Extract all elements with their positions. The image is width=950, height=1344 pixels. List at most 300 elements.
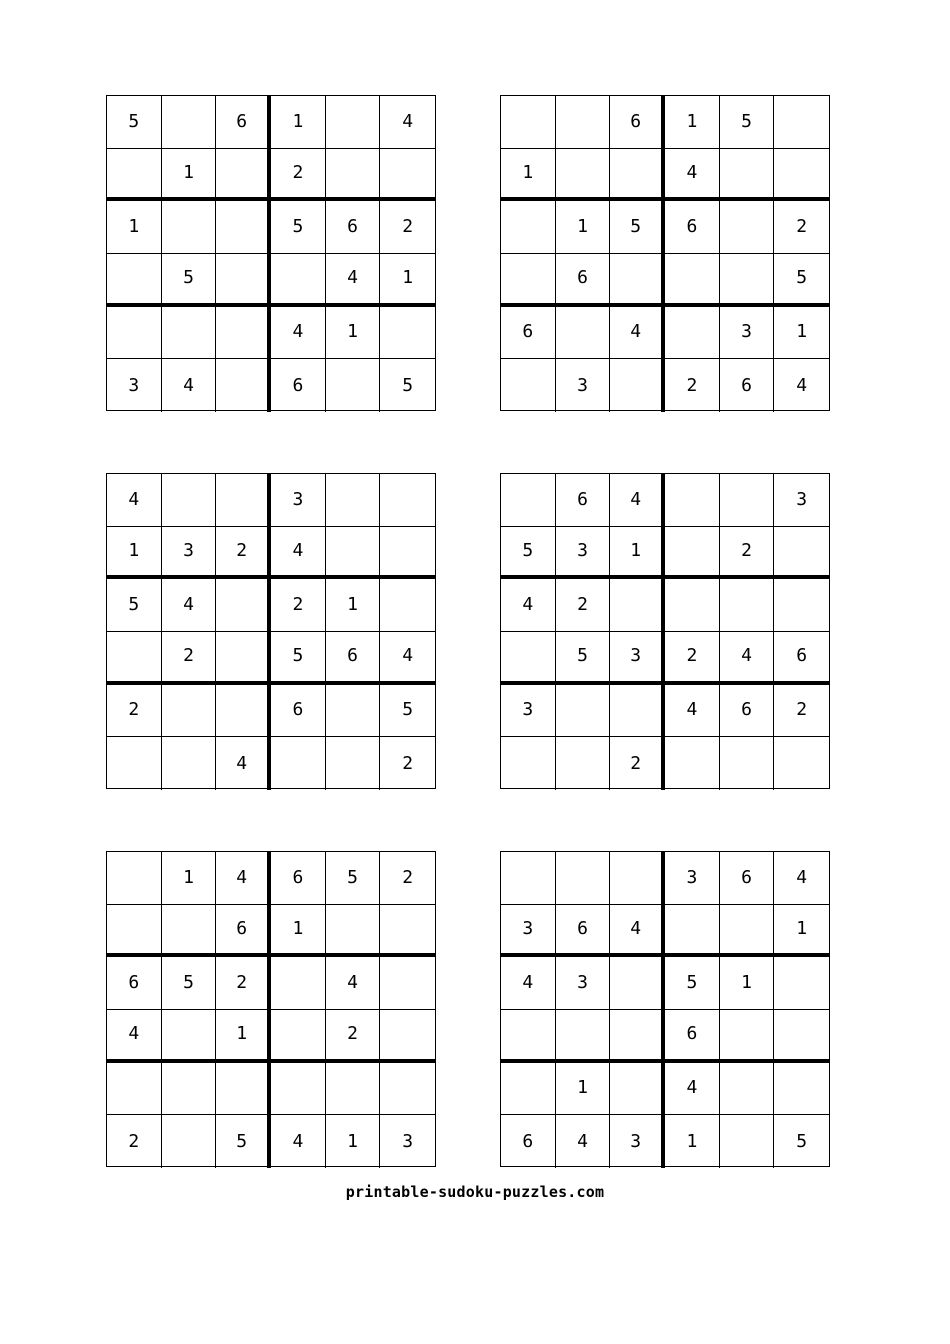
grid-cell [380,359,435,412]
cell-digit: 5 [741,110,752,132]
grid-cell [326,1115,381,1168]
cell-digit: 6 [741,374,752,396]
grid-cell [271,307,326,360]
cell-digit: 1 [236,1023,248,1045]
grid-row [501,149,829,202]
grid-cell [720,254,775,307]
grid-cell [774,852,829,905]
cell-digit: 1 [630,539,642,561]
grid-cell [380,527,435,580]
sudoku-grid-3 [106,473,436,789]
grid-cell [162,474,217,527]
grid-row [107,307,435,360]
grid-row [501,254,829,307]
cell-digit: 5 [796,267,808,289]
grid-cell [556,579,611,632]
grid-cell [501,254,556,307]
grid-cell [665,1115,720,1168]
cell-digit: 6 [292,374,304,396]
cell-digit: 6 [686,1023,698,1045]
cell-digit: 1 [347,1130,358,1152]
sudoku-grid-1 [106,95,436,411]
cell-digit: 1 [402,267,414,289]
grid-cell [720,96,775,149]
grid-cell [107,527,162,580]
grid-cell [216,632,271,685]
cell-digit: 2 [796,216,808,238]
grid-cell [774,149,829,202]
cell-digit: 3 [577,972,588,994]
sudoku-grid-6 [500,851,830,1167]
cell-digit: 4 [741,645,752,667]
cell-digit: 5 [128,594,140,616]
grid-cell [380,737,435,790]
grid-cell [107,1010,162,1063]
grid-cell [610,905,665,958]
grid-cell [720,149,775,202]
grid-cell [107,1115,162,1168]
grid-cell [162,527,217,580]
cell-digit: 1 [128,539,140,561]
grid-cell [271,1063,326,1116]
cell-digit: 4 [796,866,808,888]
grid-cell [720,957,775,1010]
grid-cell [216,852,271,905]
grid-cell [216,201,271,254]
cell-digit: 1 [577,216,588,238]
cell-digit: 5 [796,1130,808,1152]
grid-cell [610,96,665,149]
cell-digit: 3 [630,645,642,667]
grid-cell [271,254,326,307]
grid-cell [162,579,217,632]
grid-cell [326,201,381,254]
cell-digit: 4 [292,539,304,561]
grid-row [501,1063,829,1116]
cell-digit: 4 [128,1023,140,1045]
cell-digit: 2 [577,594,588,616]
grid-cell [107,149,162,202]
grid-cell [271,957,326,1010]
grid-cell [665,905,720,958]
grid-cell [720,1063,775,1116]
cell-digit: 4 [347,267,358,289]
grid-cell [380,1115,435,1168]
grid-cell [271,527,326,580]
grid-cell [380,96,435,149]
grid-cell [610,852,665,905]
cell-digit: 6 [522,1130,534,1152]
grid-row [501,852,829,905]
grid-cell [107,307,162,360]
cell-digit: 1 [183,161,194,183]
cell-digit: 4 [402,110,414,132]
grid-row [501,527,829,580]
cell-digit: 1 [347,594,358,616]
grid-row [107,474,435,527]
cell-digit: 3 [128,374,140,396]
grid-cell [271,685,326,738]
grid-cell [501,905,556,958]
cell-digit: 3 [686,866,698,888]
grid-cell [665,852,720,905]
grid-cell [501,307,556,360]
grid-cell [556,307,611,360]
cell-digit: 4 [686,1077,698,1099]
cell-digit: 5 [577,645,588,667]
grid-cell [326,1063,381,1116]
grid-cell [774,474,829,527]
cell-digit: 2 [347,1023,358,1045]
grid-cell [380,852,435,905]
grid-cell [774,632,829,685]
grid-cell [610,685,665,738]
grid-cell [610,957,665,1010]
grid-cell [501,685,556,738]
grid-cell [216,359,271,412]
cell-digit: 4 [402,645,414,667]
grid-cell [162,96,217,149]
cell-digit: 6 [741,699,752,721]
grid-cell [720,579,775,632]
grid-row [501,474,829,527]
cell-digit: 3 [522,917,534,939]
grid-cell [271,852,326,905]
grid-row [107,852,435,905]
grid-cell [774,905,829,958]
cell-digit: 6 [577,917,588,939]
grid-row [107,96,435,149]
grid-cell [326,527,381,580]
grid-row [501,685,829,738]
grid-cell [774,254,829,307]
cell-digit: 3 [577,539,588,561]
grid-row [501,1115,829,1168]
grid-cell [380,1010,435,1063]
grid-cell [720,359,775,412]
grid-cell [665,527,720,580]
cell-digit: 3 [292,488,304,510]
grid-cell [380,905,435,958]
grid-cell [162,201,217,254]
grid-cell [162,1115,217,1168]
grid-cell [774,1063,829,1116]
grid-cell [610,201,665,254]
grid-row [107,527,435,580]
grid-cell [216,737,271,790]
cell-digit: 6 [236,110,248,132]
grid-cell [556,1063,611,1116]
grid-cell [774,201,829,254]
cell-digit: 4 [347,972,358,994]
grid-row [107,1010,435,1063]
grid-cell [501,852,556,905]
cell-digit: 6 [522,321,534,343]
grid-row [107,685,435,738]
grid-cell [610,737,665,790]
grid-cell [107,201,162,254]
cell-digit: 3 [577,374,588,396]
grid-cell [326,359,381,412]
grid-cell [501,474,556,527]
grid-cell [665,737,720,790]
cell-digit: 2 [796,699,808,721]
grid-cell [326,737,381,790]
sudoku-grid-5 [106,851,436,1167]
grid-cell [162,1063,217,1116]
grid-cell [326,685,381,738]
grid-cell [107,957,162,1010]
grid-cell [720,474,775,527]
grid-cell [271,905,326,958]
grid-cell [720,852,775,905]
grid-cell [162,685,217,738]
cell-digit: 1 [128,216,140,238]
grid-cell [326,474,381,527]
cell-digit: 2 [402,216,414,238]
cell-digit: 1 [577,1077,588,1099]
grid-row [107,579,435,632]
grid-cell [501,737,556,790]
grid-cell [216,685,271,738]
grid-cell [720,905,775,958]
grid-cell [107,737,162,790]
grid-cell [556,957,611,1010]
grid-cell [380,685,435,738]
cell-digit: 5 [183,972,194,994]
cell-digit: 6 [347,645,358,667]
cell-digit: 2 [630,752,642,774]
cell-digit: 4 [796,374,808,396]
cell-digit: 4 [522,972,534,994]
cell-digit: 5 [236,1130,248,1152]
grid-cell [774,1115,829,1168]
grid-row [501,307,829,360]
cell-digit: 3 [402,1130,414,1152]
grid-row [107,254,435,307]
cell-digit: 1 [347,321,358,343]
grid-cell [610,1063,665,1116]
cell-digit: 2 [686,645,698,667]
cell-digit: 5 [522,539,534,561]
grid-cell [162,957,217,1010]
grid-row [107,1115,435,1168]
grid-row [501,957,829,1010]
grid-cell [216,527,271,580]
grid-cell [107,905,162,958]
grid-cell [665,359,720,412]
cell-digit: 2 [128,1130,140,1152]
grid-cell [271,359,326,412]
cell-digit: 5 [128,110,140,132]
cell-digit: 3 [183,539,194,561]
grid-cell [774,957,829,1010]
grid-cell [380,149,435,202]
grid-row [501,1010,829,1063]
grid-cell [326,957,381,1010]
grid-cell [162,254,217,307]
cell-digit: 2 [292,594,304,616]
grid-cell [326,96,381,149]
grid-cell [380,307,435,360]
cell-digit: 1 [292,110,304,132]
grid-cell [774,307,829,360]
cell-digit: 4 [630,321,642,343]
grid-cell [380,201,435,254]
cell-digit: 4 [236,866,248,888]
grid-cell [720,201,775,254]
grid-cell [556,632,611,685]
grid-cell [271,1010,326,1063]
cell-digit: 4 [292,1130,304,1152]
grid-cell [774,685,829,738]
grid-cell [665,1063,720,1116]
grid-cell [556,96,611,149]
grid-cell [107,96,162,149]
grid-cell [556,1115,611,1168]
site-footer-text: printable-sudoku-puzzles.com [345,1183,605,1201]
grid-cell [216,1115,271,1168]
grid-cell [162,1010,217,1063]
cell-digit: 5 [292,216,304,238]
cell-digit: 5 [347,866,358,888]
grid-row [501,579,829,632]
sudoku-grid-2 [500,95,830,411]
grid-cell [107,359,162,412]
grid-cell [610,149,665,202]
grid-cell [162,737,217,790]
cell-digit: 1 [183,866,194,888]
grid-cell [720,632,775,685]
grid-cell [162,905,217,958]
cell-digit: 3 [522,699,534,721]
grid-row [501,905,829,958]
cell-digit: 6 [577,267,588,289]
grid-cell [720,737,775,790]
grid-cell [501,527,556,580]
cell-digit: 6 [630,110,642,132]
grid-cell [720,307,775,360]
grid-cell [380,474,435,527]
grid-row [107,1063,435,1116]
cell-digit: 2 [236,972,248,994]
grid-cell [216,254,271,307]
grid-row [107,957,435,1010]
grid-cell [326,632,381,685]
grid-cell [665,632,720,685]
grid-cell [216,905,271,958]
grid-row [501,96,829,149]
cell-digit: 1 [292,917,304,939]
grid-cell [720,1115,775,1168]
grid-cell [556,852,611,905]
grid-cell [610,579,665,632]
grid-cell [271,579,326,632]
cell-digit: 6 [292,866,304,888]
grid-cell [610,1010,665,1063]
grid-cell [665,254,720,307]
grid-cell [326,579,381,632]
grid-cell [556,201,611,254]
grid-cell [501,1010,556,1063]
grid-cell [162,307,217,360]
grid-cell [665,957,720,1010]
grid-cell [271,149,326,202]
cell-digit: 6 [128,972,140,994]
cell-digit: 4 [128,488,140,510]
cell-digit: 6 [236,917,248,939]
grid-cell [556,474,611,527]
grid-cell [774,359,829,412]
grid-cell [610,254,665,307]
grid-cell [665,579,720,632]
grid-cell [107,254,162,307]
grid-cell [610,474,665,527]
grid-cell [774,96,829,149]
grid-row [501,632,829,685]
cell-digit: 6 [796,645,808,667]
grid-cell [556,737,611,790]
grid-cell [326,307,381,360]
cell-digit: 1 [796,917,808,939]
grid-cell [556,1010,611,1063]
grid-cell [610,359,665,412]
grid-cell [501,632,556,685]
grid-cell [665,307,720,360]
cell-digit: 1 [741,972,752,994]
grid-cell [162,852,217,905]
cell-digit: 2 [686,374,698,396]
grid-cell [774,527,829,580]
grid-cell [665,1010,720,1063]
grid-cell [720,685,775,738]
grid-row [107,632,435,685]
grid-cell [326,905,381,958]
grid-cell [162,359,217,412]
grid-cell [107,1063,162,1116]
cell-digit: 5 [183,267,194,289]
grid-cell [501,1115,556,1168]
cell-digit: 2 [183,645,194,667]
grid-cell [720,527,775,580]
grid-row [501,359,829,412]
cell-digit: 5 [630,216,642,238]
grid-cell [665,201,720,254]
grid-row [107,359,435,412]
grid-cell [271,1115,326,1168]
grid-cell [501,579,556,632]
cell-digit: 4 [236,752,248,774]
cell-digit: 6 [577,488,588,510]
cell-digit: 3 [796,488,808,510]
grid-cell [380,1063,435,1116]
cell-digit: 3 [741,321,752,343]
grid-cell [216,1010,271,1063]
cell-digit: 4 [630,488,642,510]
grid-cell [216,96,271,149]
grid-cell [380,632,435,685]
grid-cell [610,307,665,360]
cell-digit: 5 [292,645,304,667]
cell-digit: 4 [292,321,304,343]
grid-cell [271,474,326,527]
grid-cell [216,957,271,1010]
cell-digit: 4 [183,594,194,616]
grid-cell [326,149,381,202]
grid-cell [501,96,556,149]
cell-digit: 1 [796,321,808,343]
grid-cell [556,685,611,738]
